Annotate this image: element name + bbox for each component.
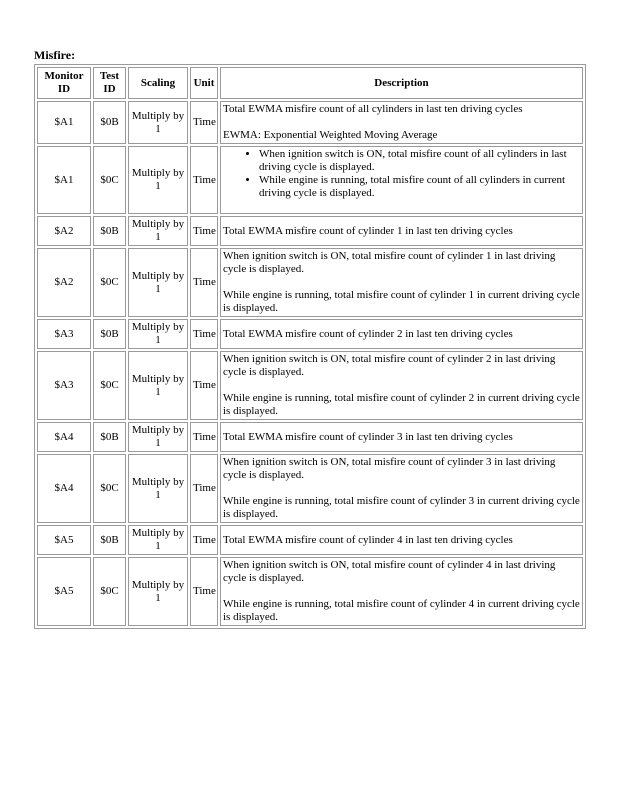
test-id-cell: $0B [93,101,126,144]
table-row [37,557,583,626]
table-row [37,216,583,246]
description-cell [220,101,583,144]
description-cell [220,454,583,523]
header-test-id: Test ID [93,67,126,99]
unit-cell: Time [190,525,218,555]
table-row [37,351,583,420]
description-text: Total EWMA misfire count of all cylinders in last ten driving cycles [223,103,523,115]
scaling-cell: Multiply by 1 [128,101,188,144]
test-id-cell: $0C [93,454,126,523]
description-note: EWMA: Exponential Weighted Moving Average [223,129,438,141]
scaling-cell: Multiply by 1 [128,351,188,420]
unit-cell: Time [190,248,218,317]
scaling-cell: Multiply by 1 [128,146,188,214]
document-page [34,48,586,629]
table-row [37,248,583,317]
table-row [37,319,583,349]
table-row [37,101,583,144]
header-scaling: Scaling [128,67,188,99]
scaling-cell: Multiply by 1 [128,525,188,555]
test-id-cell: $0B [93,216,126,246]
test-id-cell: $0C [93,146,126,214]
test-id-cell: $0C [93,557,126,626]
monitor-id-cell: $A1 [37,101,91,144]
unit-cell: Time [190,146,218,214]
monitor-id-cell: $A3 [37,319,91,349]
table-row [37,454,583,523]
description-text: When ignition switch is ON, total misfire count of cylinder 2 in last driving cycle is displayed. [223,353,556,378]
description-cell: Total EWMA misfire count of cylinder 2 in last ten driving cycles [220,319,583,349]
scaling-cell: Multiply by 1 [128,319,188,349]
description-text: While engine is running, total misfire count of cylinder 1 in current driving cycle is displayed. [223,289,580,314]
monitor-id-cell: $A4 [37,454,91,523]
description-cell: Total EWMA misfire count of cylinder 3 in last ten driving cycles [220,422,583,452]
description-text: When ignition switch is ON, total misfire count of cylinder 4 in last driving cycle is displayed. [223,559,556,584]
unit-cell: Time [190,422,218,452]
header-monitor-id: Monitor ID [37,67,91,99]
monitor-id-cell: $A2 [37,216,91,246]
section-title: Misfire: [34,48,76,62]
unit-cell: Time [190,351,218,420]
unit-cell: Time [190,101,218,144]
description-bullet-list [223,148,580,200]
monitor-id-cell: $A5 [37,557,91,626]
description-cell [220,351,583,420]
description-text: When ignition switch is ON, total misfire count of cylinder 1 in last driving cycle is displayed. [223,250,556,275]
test-id-cell: $0C [93,351,126,420]
misfire-table [34,64,586,629]
monitor-id-cell: $A2 [37,248,91,317]
header-description: Description [220,67,583,99]
table-row [37,525,583,555]
description-cell [220,557,583,626]
scaling-cell: Multiply by 1 [128,248,188,317]
description-cell: Total EWMA misfire count of cylinder 4 in last ten driving cycles [220,525,583,555]
monitor-id-cell: $A1 [37,146,91,214]
description-bullet: • While engine is running, total misfire count of all cylinders in current driving cycle is displayed. [259,174,580,200]
header-unit: Unit [190,67,218,99]
test-id-cell: $0B [93,319,126,349]
scaling-cell: Multiply by 1 [128,216,188,246]
description-cell: Total EWMA misfire count of cylinder 1 in last ten driving cycles [220,216,583,246]
table-row [37,422,583,452]
unit-cell: Time [190,319,218,349]
test-id-cell: $0B [93,422,126,452]
unit-cell: Time [190,216,218,246]
monitor-id-cell: $A5 [37,525,91,555]
scaling-cell: Multiply by 1 [128,557,188,626]
table-header-row [37,67,583,99]
test-id-cell: $0C [93,248,126,317]
table-row [37,146,583,214]
description-cell [220,146,583,214]
monitor-id-cell: $A4 [37,422,91,452]
monitor-id-cell: $A3 [37,351,91,420]
scaling-cell: Multiply by 1 [128,422,188,452]
description-bullet: • When ignition switch is ON, total misfire count of all cylinders in last driving cycle is displayed. [259,148,580,174]
description-text: While engine is running, total misfire count of cylinder 4 in current driving cycle is displayed. [223,598,580,623]
unit-cell: Time [190,557,218,626]
description-text: While engine is running, total misfire count of cylinder 3 in current driving cycle is displayed. [223,495,580,520]
test-id-cell: $0B [93,525,126,555]
description-cell [220,248,583,317]
unit-cell: Time [190,454,218,523]
description-text: When ignition switch is ON, total misfire count of cylinder 3 in last driving cycle is displayed. [223,456,556,481]
scaling-cell: Multiply by 1 [128,454,188,523]
description-text: While engine is running, total misfire count of cylinder 2 in current driving cycle is displayed. [223,392,580,417]
